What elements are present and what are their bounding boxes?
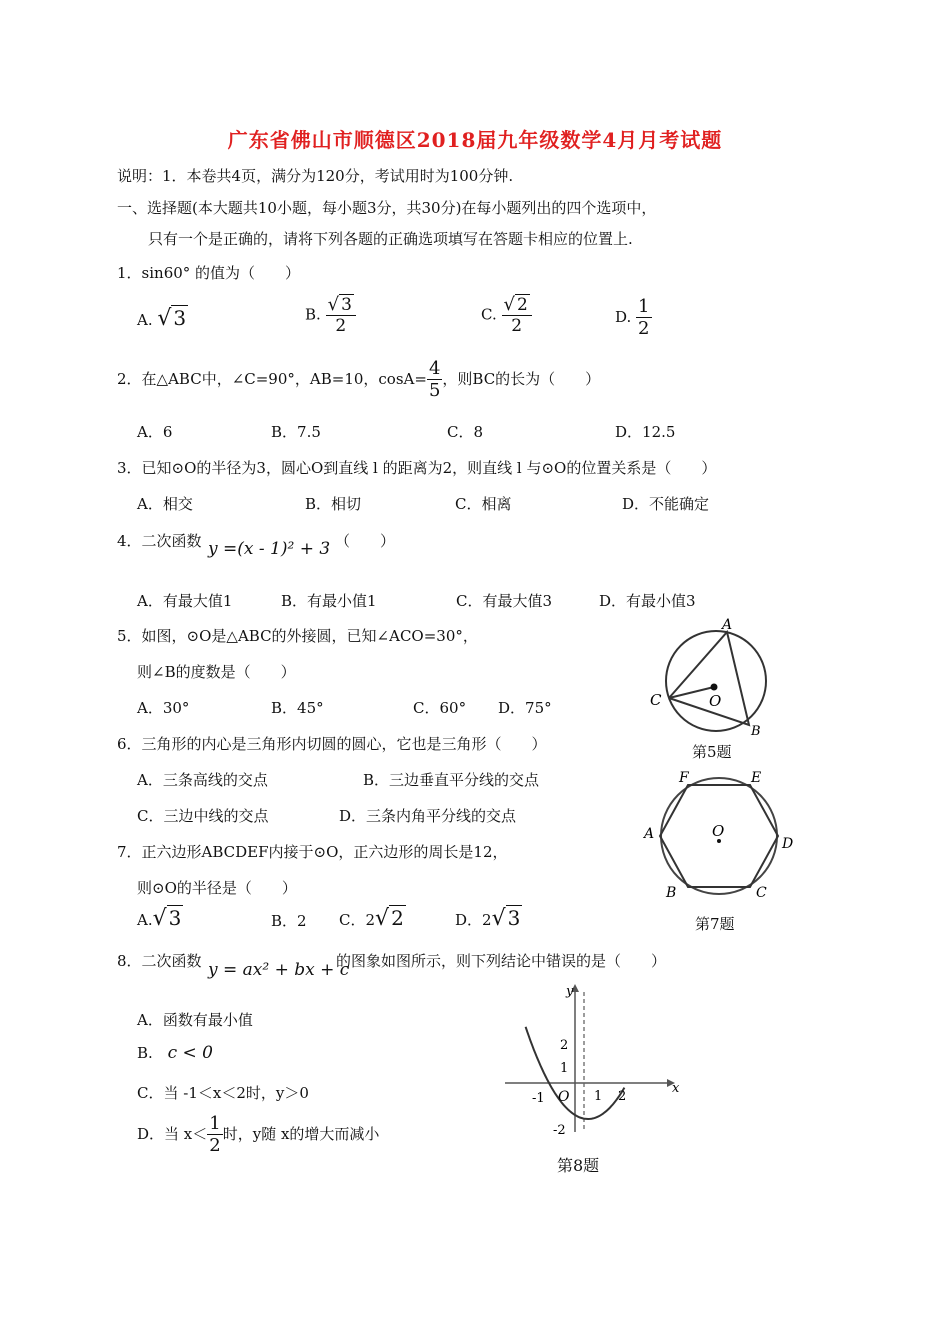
q2-option-c: C．8 <box>447 423 484 441</box>
fig7-label-c: C <box>756 885 767 901</box>
figure-5-circle <box>645 615 775 735</box>
fig8-tick-x1: 1 <box>594 1089 603 1104</box>
q2-option-d: D．12.5 <box>615 423 676 441</box>
q3-option-b: B．相切 <box>305 495 362 513</box>
figure-7-caption: 第7题 <box>695 915 735 933</box>
fig8-tick-xm1: -1 <box>532 1091 545 1106</box>
q3-option-d: D．不能确定 <box>622 495 710 513</box>
q7-option-a: A.√ 3 <box>137 906 182 931</box>
q8-option-c: C．当 -1＜x＜2时，y＞0 <box>137 1084 309 1102</box>
q7-option-c: C．2√ 2 <box>339 906 404 931</box>
q2-stem: 2．在△ABC中，∠C=90°，AB=10，cosA= $\frac{4}{5}$ ，则BC的长为（ ） <box>117 358 601 401</box>
fig7-label-e: E <box>751 770 762 786</box>
q5-option-b: B．45° <box>271 699 324 717</box>
q5-stem-line1: 5．如图，⊙O是△ABC的外接圆，已知∠ACO=30°， <box>117 627 478 645</box>
fig7-label-d: D <box>782 836 794 852</box>
fig5-label-a: A <box>722 617 733 633</box>
q6-option-d: D．三条内角平分线的交点 <box>339 807 517 825</box>
q3-option-a: A．相交 <box>137 495 193 513</box>
fig8-tick-y2: 2 <box>560 1038 569 1053</box>
q4-option-a: A．有最大值1 <box>137 592 233 610</box>
q6-option-a: A．三条高线的交点 <box>137 771 268 789</box>
q1-option-b: B. $\frac{√ 3}{2}$ <box>305 296 356 335</box>
q8-formula: y = ax² + bx + c <box>208 960 350 980</box>
fig7-label-o: O <box>712 822 725 840</box>
q5-option-c: C．60° <box>413 699 467 717</box>
q4-formula: y =(x - 1)² + 3 <box>208 539 331 559</box>
q4-stem: 4．二次函数 <box>117 532 202 550</box>
fig7-label-a: A <box>644 826 655 842</box>
q7-stem-line1: 7．正六边形ABCDEF内接于⊙O，正六边形的周长是12， <box>117 843 508 861</box>
page-title: 广东省佛山市顺德区2018届九年级数学4月月考试题 <box>227 128 723 152</box>
q7-option-d: D．2√ 3 <box>455 906 521 931</box>
q5-option-d: D．75° <box>498 699 552 717</box>
q4-option-b: B．有最小值1 <box>281 592 377 610</box>
q1-option-d: D. $\frac{1}{2}$ <box>615 296 650 339</box>
q2-option-a: A．6 <box>137 423 173 441</box>
fig7-label-f: F <box>679 770 689 786</box>
q3-stem: 3．已知⊙O的半径为3，圆心O到直线 l 的距离为2，则直线 l 与⊙O的位置关系是（ ） <box>117 459 717 477</box>
figure-5-caption: 第5题 <box>692 743 732 761</box>
q8-option-a: A．函数有最小值 <box>137 1011 253 1029</box>
q8-stem-pre: 8．二次函数 <box>117 952 202 970</box>
figure-7-hexagon <box>635 768 805 908</box>
exam-note: 说明：1．本卷共4页，满分为120分，考试用时为100分钟. <box>117 167 514 185</box>
section-heading: 一、选择题(本大题共10小题，每小题3分，共30分)在每小题列出的四个选项中， <box>117 199 657 217</box>
section-instruction: 只有一个是正确的，请将下列各题的正确选项填写在答题卡相应的位置上. <box>148 230 633 248</box>
fig8-tick-ym2: -2 <box>553 1123 566 1138</box>
fig7-label-b: B <box>666 885 677 901</box>
q5-option-a: A．30° <box>137 699 190 717</box>
fig5-label-o: O <box>709 692 722 710</box>
q4-option-d: D．有最小值3 <box>599 592 696 610</box>
q7-option-b: B．2 <box>271 912 307 930</box>
q4-paren: （ ） <box>335 532 396 550</box>
q8-option-b: B. c < 0 <box>137 1043 213 1063</box>
q8-stem-post: 的图象如图所示，则下列结论中错误的是（ ） <box>336 952 667 970</box>
fig5-label-c: C <box>650 691 662 709</box>
fig8-tick-y1: 1 <box>560 1061 569 1076</box>
fig8-label-o: O <box>558 1089 570 1105</box>
q1-option-c: C. $\frac{√ 2}{2}$ <box>481 296 532 335</box>
q6-option-b: B．三边垂直平分线的交点 <box>363 771 540 789</box>
q8-option-d: D．当 x＜ $\frac{1}{2}$ 时，y随 x的增大而减小 <box>137 1113 380 1156</box>
fig8-label-y: y <box>566 984 574 999</box>
fig8-label-x: x <box>672 1081 680 1096</box>
q1-stem: 1．sin60° 的值为（ ） <box>117 264 301 282</box>
q1-option-a: A. √ 3 <box>137 306 187 331</box>
q5-stem-line2: 则∠B的度数是（ ） <box>137 663 296 681</box>
fig8-tick-x2: 2 <box>618 1089 627 1104</box>
q6-stem: 6．三角形的内心是三角形内切圆的圆心，它也是三角形（ ） <box>117 735 547 753</box>
figure-8-caption: 第8题 <box>557 1156 600 1175</box>
q2-option-b: B．7.5 <box>271 423 321 441</box>
q4-option-c: C．有最大值3 <box>456 592 553 610</box>
fig5-label-b: B <box>751 724 761 735</box>
q3-option-c: C．相离 <box>455 495 512 513</box>
q7-stem-line2: 则⊙O的半径是（ ） <box>137 879 297 897</box>
figure-8-parabola <box>505 982 685 1142</box>
q6-option-c: C．三边中线的交点 <box>137 807 269 825</box>
